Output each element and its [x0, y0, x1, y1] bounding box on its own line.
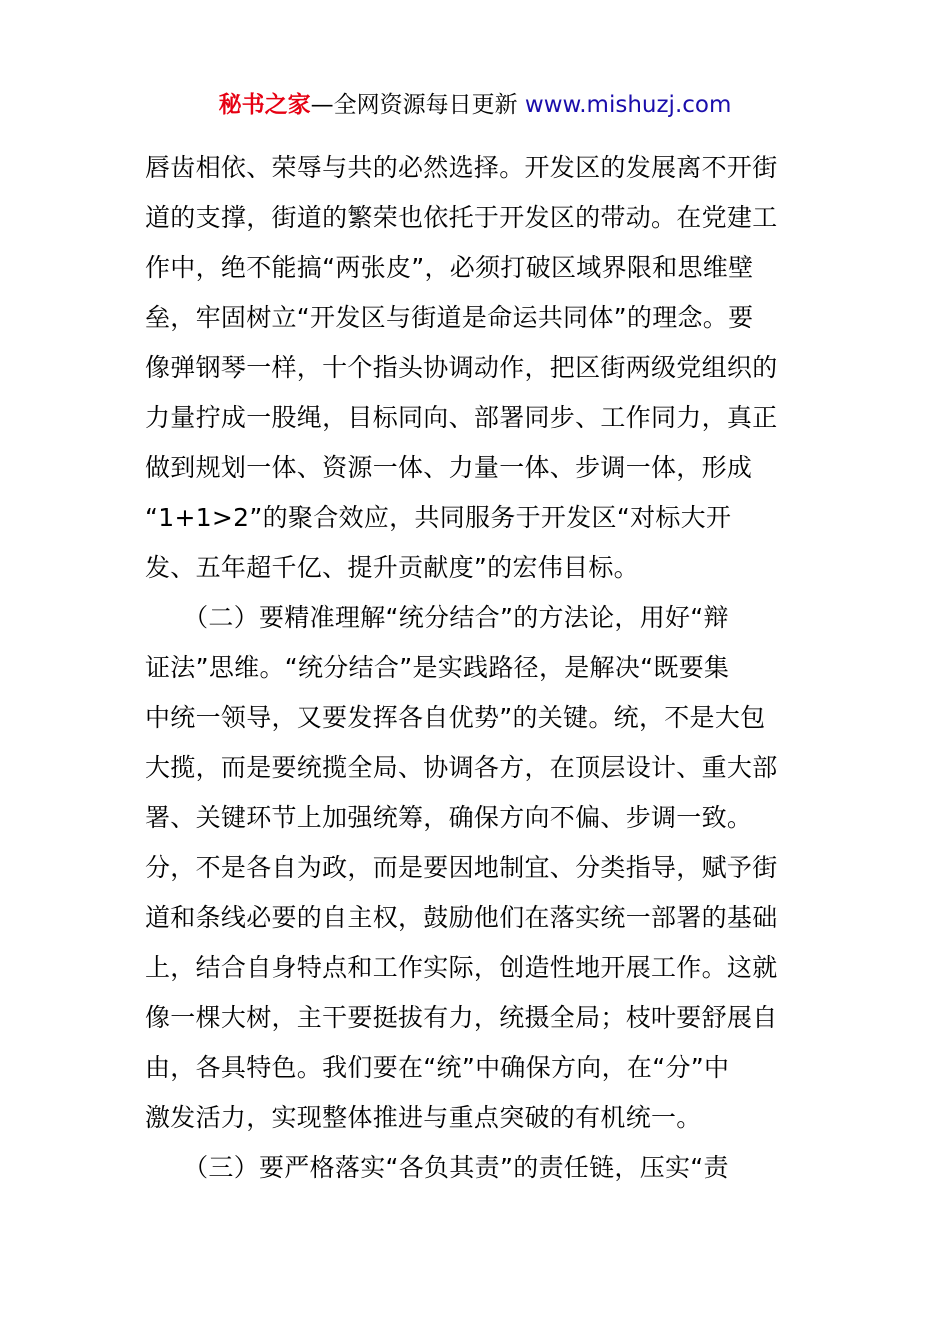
- text-line: 中统一领导，又要发挥各自优势”的关键。统，不是大包: [145, 703, 766, 732]
- text-line: 像弹钢琴一样，十个指头协调动作，把区街两级党组织的: [145, 353, 778, 382]
- page-header: [0, 88, 950, 122]
- text-line: 激发活力，实现整体推进与重点突破的有机统一。: [145, 1103, 702, 1132]
- text-line: 像一棵大树，主干要挺拔有力，统摄全局；枝叶要舒展自: [145, 1003, 778, 1032]
- text-line: 道和条线必要的自主权，鼓励他们在落实统一部署的基础: [145, 903, 778, 932]
- text-line: 道的支撑，街道的繁荣也依托于开发区的带动。在党建工: [145, 203, 778, 232]
- text-line: 做到规划一体、资源一体、力量一体、步调一体，形成: [145, 453, 753, 482]
- text-line: 大揽，而是要统揽全局、协调各方，在顶层设计、重大部: [145, 753, 778, 782]
- text-line: “1+1>2”的聚合效应，共同服务于开发区“对标大开: [145, 503, 732, 532]
- text-line: 分，不是各自为政，而是要因地制宜、分类指导，赋予街: [145, 853, 778, 882]
- site-tagline: —全网资源每日更新: [310, 92, 525, 118]
- text-line: 证法”思维。“统分结合”是实践路径，是解决“既要集: [145, 653, 730, 682]
- text-line: 作中，绝不能搞“两张皮”，必须打破区域界限和思维壁: [145, 253, 754, 282]
- text-line: 唇齿相依、荣辱与共的必然选择。开发区的发展离不开街: [145, 153, 778, 182]
- text-line: 力量拧成一股绳，目标同向、部署同步、工作同力，真正: [145, 403, 778, 432]
- text-line: （二）要精准理解“统分结合”的方法论，用好“辩: [145, 603, 729, 632]
- site-brand: 秘书之家: [218, 92, 311, 118]
- site-url-link[interactable]: www.mishuzj.com: [524, 92, 732, 118]
- text-line: 署、关键环节上加强统筹，确保方向不偏、步调一致。: [145, 803, 753, 832]
- text-line: 上，结合自身特点和工作实际，创造性地开展工作。这就: [145, 953, 778, 982]
- document-body: [145, 143, 805, 1193]
- text-line: 发、五年超千亿、提升贡献度”的宏伟目标。: [145, 553, 639, 582]
- text-line: 垒，牢固树立“开发区与街道是命运共同体”的理念。要: [145, 303, 754, 332]
- text-line: （三）要严格落实“各负其责”的责任链，压实“责: [145, 1153, 729, 1182]
- text-line: 由，各具特色。我们要在“统”中确保方向，在“分”中: [145, 1053, 730, 1082]
